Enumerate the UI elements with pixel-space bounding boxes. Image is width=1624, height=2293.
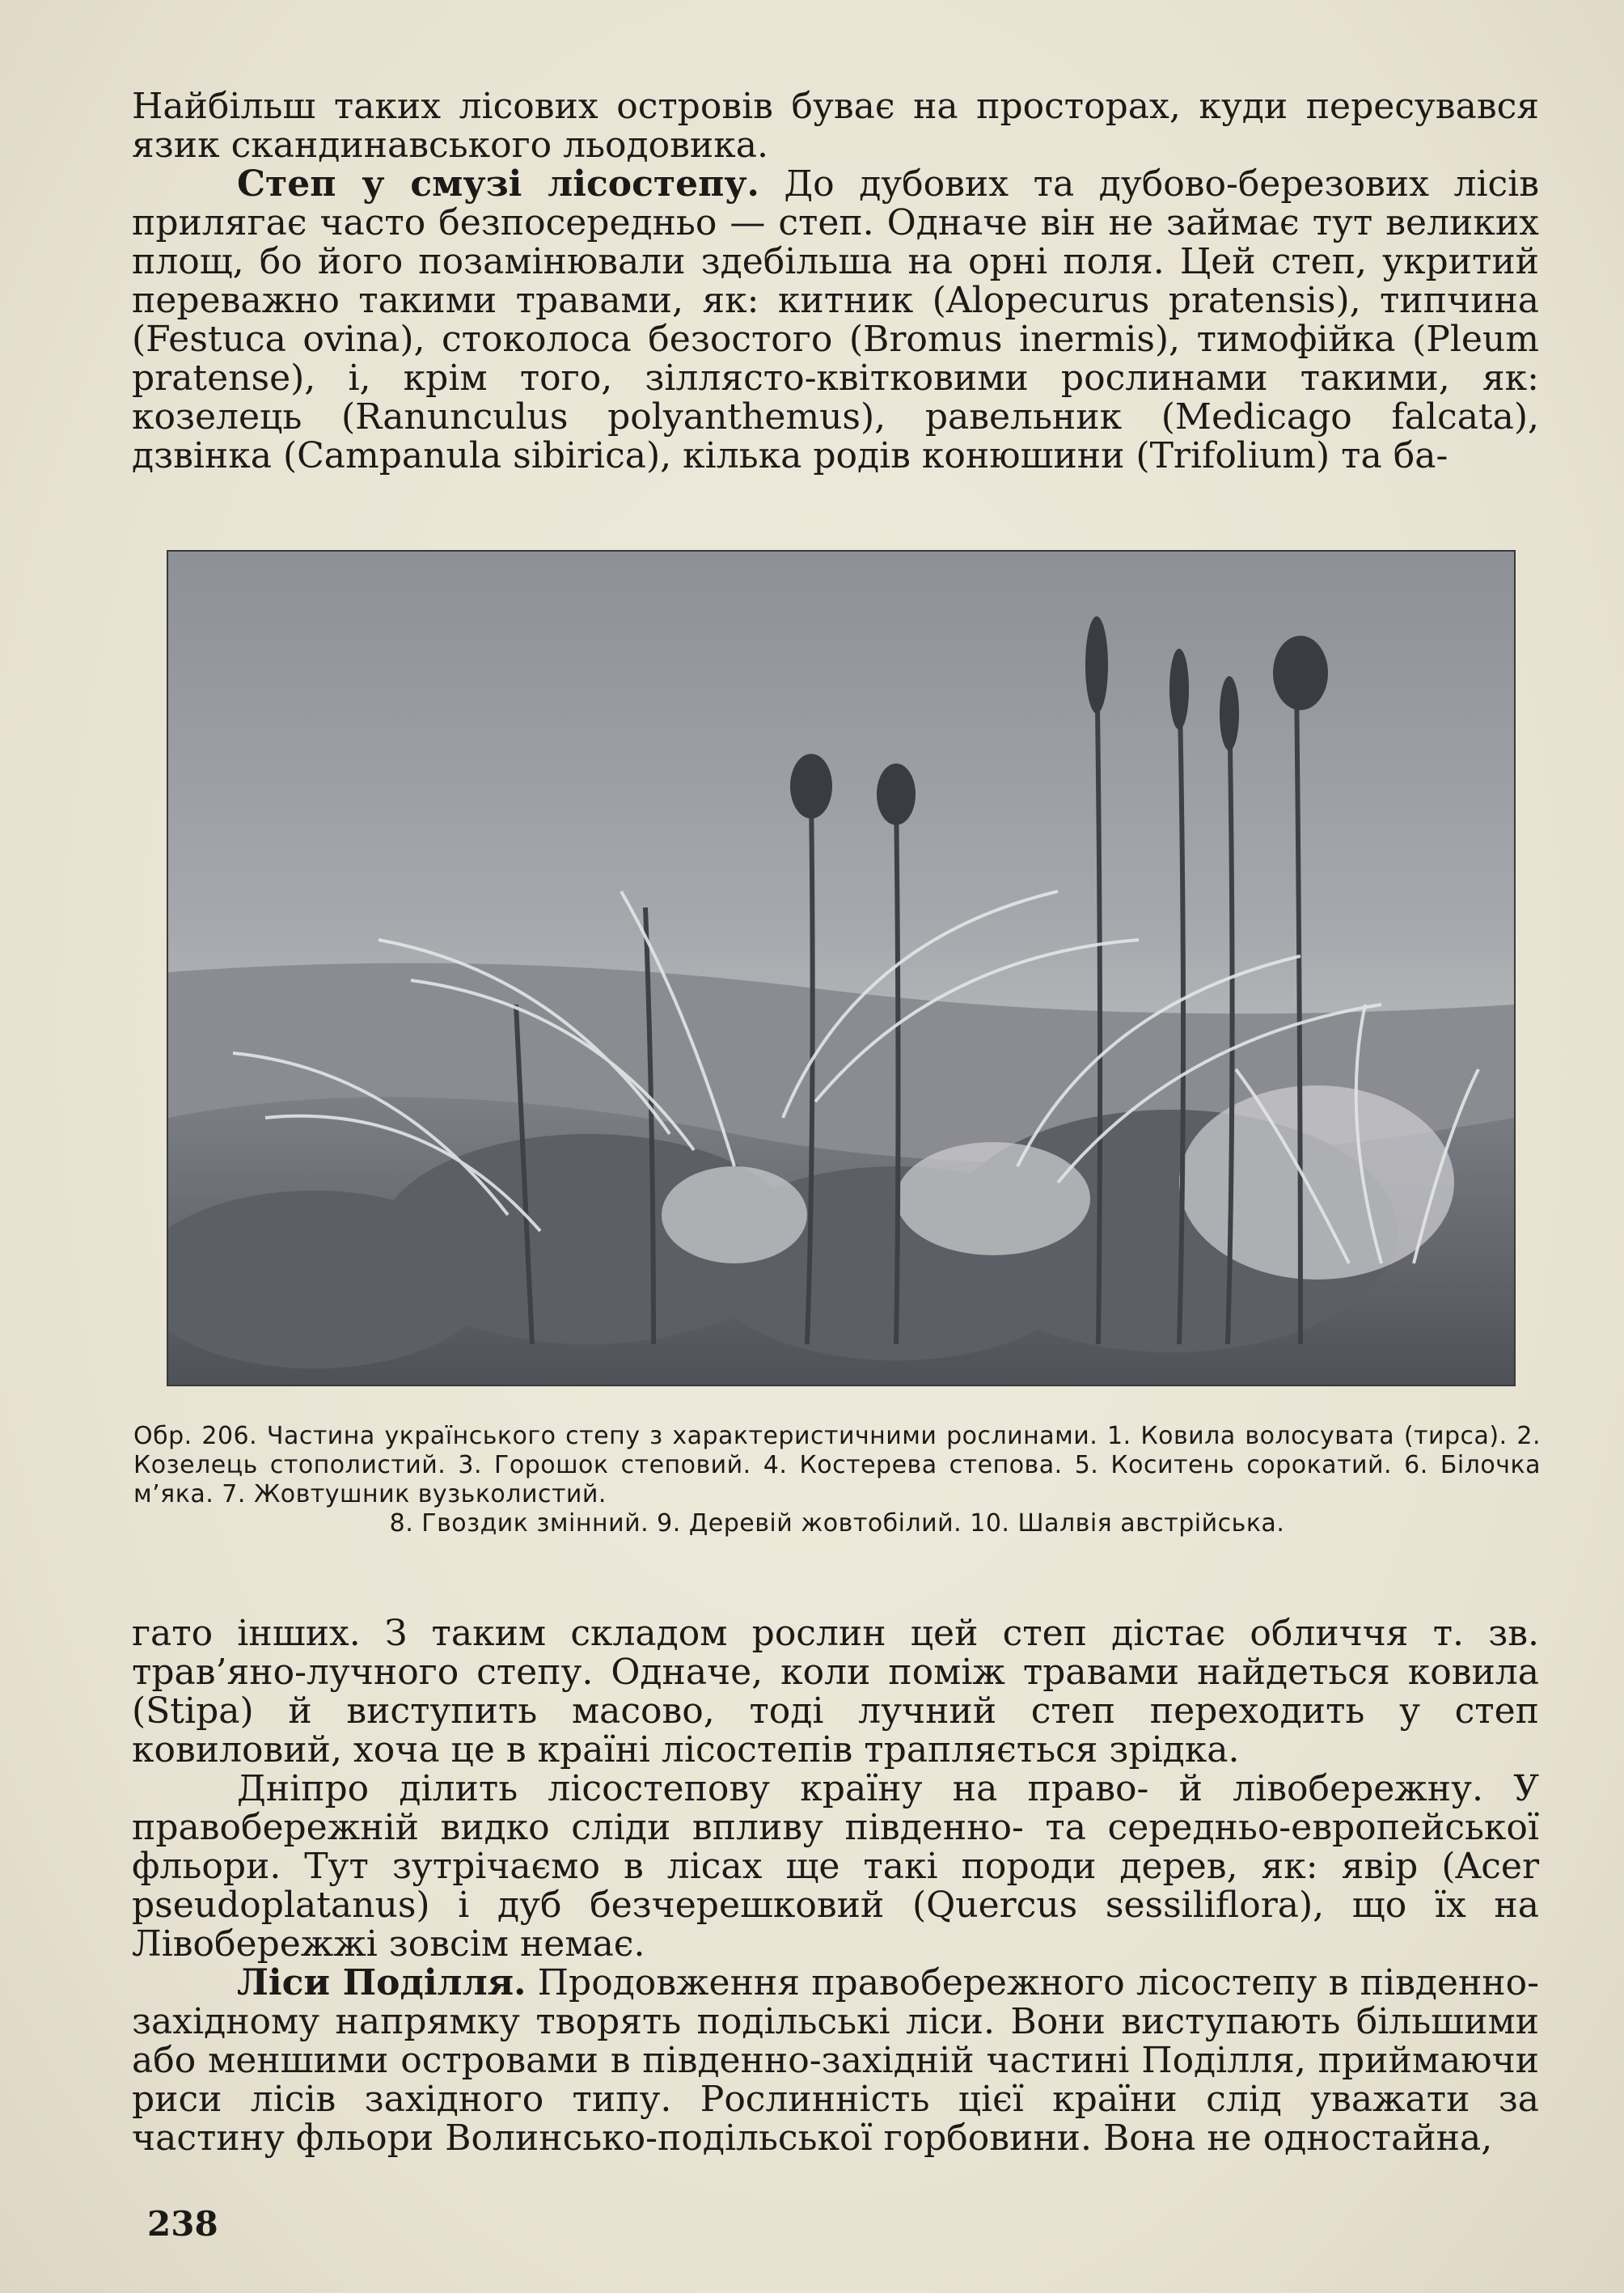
top-text-block [132, 87, 1539, 476]
figure-caption [133, 1422, 1541, 1538]
run-in-heading-steppe: Степ у смузі лісостепу. [237, 163, 759, 205]
run-in-heading-podillia: Ліси Поділля. [237, 1962, 527, 2003]
paragraph-podillia-body: Продовження правобережного лісостепу в південно-західному напрямку творять подільські ліси. Вони виступають більшими або меншими островами в південно-західній частині Поділля, приймаючи риси лісів західного типу. Рослинність цієї країни слід уважати за частину фльори Волинсько-подільської горбовини. Вона не одностайна, [132, 1962, 1539, 2159]
paragraph-steppe-in-forest-steppe [132, 165, 1539, 476]
figure-steppe-illustration [167, 550, 1516, 1386]
caption-main: Обр. 206. Частина українського степу з характеристичними рослинами. 1. Ковила волосувата (тирса). 2. Козелець стополистий. 3. Горошок степовий. 4. Костерева степова. 5. Коситень сорокатий. 6. Білочка м’яка. 7. Жовтушник вузьколистий. [133, 1422, 1541, 1508]
paragraph-glacier: Найбільш таких лісових островів буває на просторах, куди пересувався язик скандинавського льодовика. [132, 86, 1539, 166]
paragraph-meadow-steppe: гато інших. З таким складом рослин цей степ дістає обличчя т. зв. трав’яно-лучного степу. Одначе, коли поміж травами найдеться ковила (Stipa) й виступить масово, тоді лучний степ переходить у степ ковиловий, хоча це в країні лісостепів трапляється зрідка. [132, 1613, 1539, 1771]
paragraph-steppe-body: До дубових та дубово-березових лісів прилягає часто безпосередньо — степ. Одначе він не займає тут великих площ, бо його позамінювали здебільша на орні поля. Цей степ, укритий переважно такими травами, як: китник (Alopecurus pratensis), типчина (Festuca ovina), стоколоса безостого (Bromus inermis), тимофійка (Pleum pratense), і, крім того, зіллясто-квітковими рослинами такими, як: козелець (Ranunculus polyanthemus), равельник (Medicago falcata), дзвінка (Campanula sibirica), кілька родів конюшини (Trifolium) та ба- [132, 163, 1539, 476]
paragraph-podillia-forests [132, 1964, 1539, 2158]
bottom-text-block [132, 1614, 1539, 2158]
paragraph-dnipro: Дніпро ділить лісостепову країну на право- й лівобережну. У правобережній видко сліди впливу південно- та середньо-европейської фльори. Тут зутрічаємо в лісах ще такі породи дерев, як: явір (Acer pseudoplatanus) і дуб безчерешковий (Quercus sessiliflora), що їх на Лівобережжі зовсім немає. [132, 1768, 1539, 1965]
page-number: 238 [147, 2204, 218, 2244]
caption-last-line: 8. Гвоздик змінний. 9. Деревій жовтобілий. 10. Шалвія австрійська. [389, 1509, 1285, 1538]
